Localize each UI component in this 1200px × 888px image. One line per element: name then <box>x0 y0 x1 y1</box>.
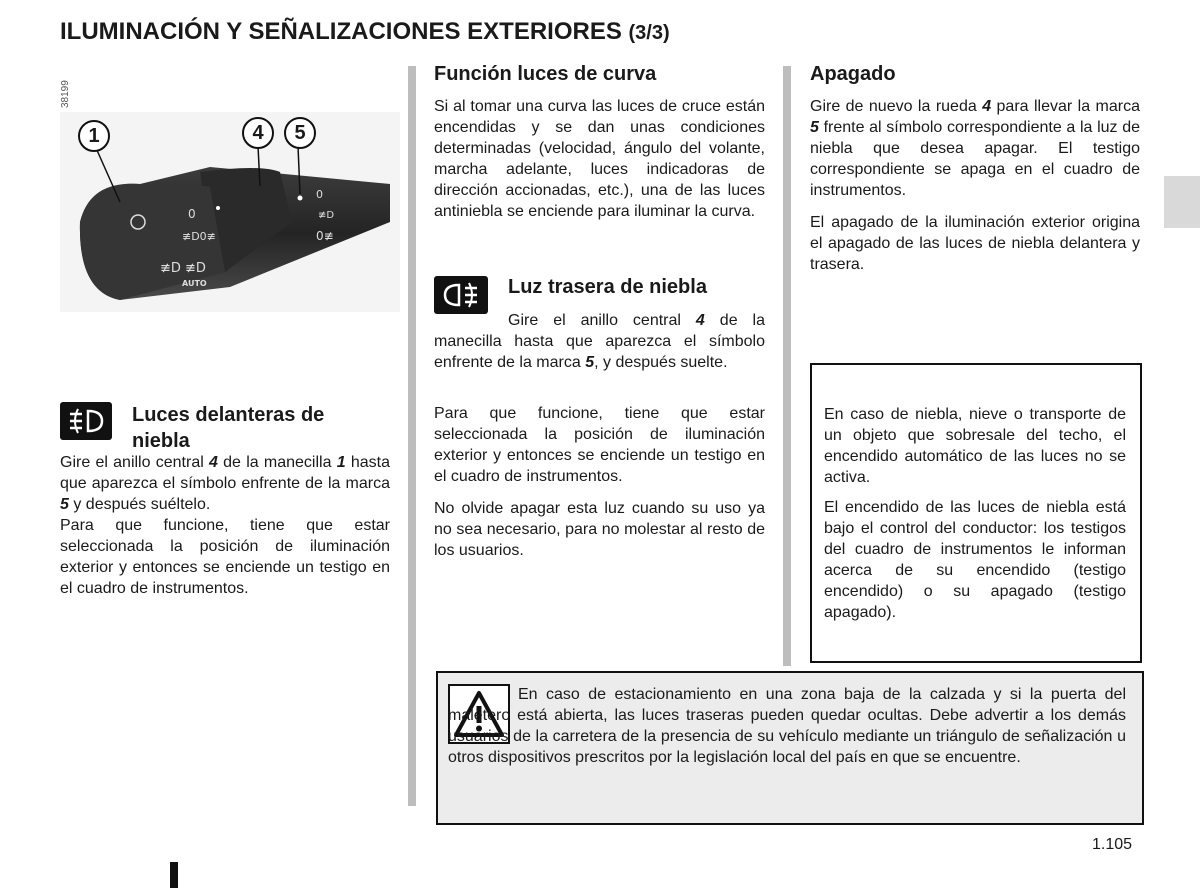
title-text: ILUMINACIÓN Y SEÑALIZACIONES EXTERIORES <box>60 18 622 45</box>
note-para-2: El encendido de las luces de niebla está bajo el control del conductor: los testigos del cuadro de instrumentos le informan acerca de su encendido (testigo encendido) o su apagado (testigo apagado). <box>824 499 1126 621</box>
label-fog-rear: 0≢ <box>316 229 334 243</box>
callout-5: 5 <box>284 117 316 149</box>
warning-text: En caso de estacionamiento en una zona baja de la calzada y si la puerta del maletero está abierta, las luces traseras pueden quedar ocultas. Debe advertir a los demás usuarios de la carretera de la presencia de su vehículo mediante un triángulo de señalización u otros dispositivos prescritos por la legislación local del país en que se encuentre. <box>448 686 1126 766</box>
heading-off: Apagado <box>810 63 896 85</box>
callout-4: 4 <box>242 117 274 149</box>
label-auto: AUTO <box>182 279 207 288</box>
page-number: 1.105 <box>1092 836 1133 853</box>
col1-text <box>60 452 390 608</box>
col2-para-2: Gire el anillo central 4 de la manecilla hasta que aparezca el símbolo enfrente de la marca 5, y después suelte. <box>434 312 766 371</box>
col2-para-1: Si al tomar una curva las luces de cruce están encendidas y se dan unas condiciones determinadas (velocidad, ángulo del volante, marcha adelante, luces indicadoras de dirección accionadas, etc.), una de las luces antiniebla se enciende para iluminar la curva. <box>434 98 765 220</box>
front-fog-light-icon <box>60 402 112 440</box>
label-off-2: 0 <box>316 188 323 201</box>
col3-para-1: Gire de nuevo la rueda 4 para llevar la marca 5 frente al símbolo correspondiente a la luz de niebla que desea apagar. El testigo correspondiente se apaga en el cuadro de instrumentos. <box>810 98 1141 199</box>
label-high-beam: ≢D ≢D <box>160 261 206 276</box>
column-divider-right <box>783 66 791 666</box>
col3-para-2: El apagado de la iluminación exterior origina el apagado de las luces de niebla delantera y trasera. <box>810 214 1140 273</box>
column-divider-left <box>408 66 416 806</box>
stalk-illustration <box>60 112 400 312</box>
callout-1: 1 <box>78 120 110 152</box>
rear-fog-light-icon <box>434 276 488 314</box>
bottom-marker <box>170 862 178 888</box>
mark-5-dot <box>298 196 303 201</box>
title-suffix: (3/3) <box>628 22 670 44</box>
heading-front-fog: Luces delanteras de niebla <box>132 404 325 452</box>
col1-para-2: Para que funcione, tiene que estar seleccionada la posición de iluminación exterior y entonces se enciende un testigo en el cuadro de instrumentos. <box>60 517 390 597</box>
note-para-1: En caso de niebla, nieve o transporte de un objeto que sobresale del techo, el encendido automático de las luces no se activa. <box>824 406 1126 486</box>
label-fog-front: ≢D <box>318 210 335 221</box>
mark-dot <box>216 206 220 210</box>
heading-rear-fog: Luz trasera de niebla <box>508 276 707 298</box>
label-off-1: 0 <box>188 207 196 221</box>
col2-para-3: Para que funcione, tiene que estar seleccionada la posición de iluminación exterior y entonces se enciende un testigo en el cuadro de instrumentos. <box>434 405 765 485</box>
label-low-beam: ≢D0≢ <box>182 230 216 243</box>
page-title <box>60 18 670 46</box>
heading-cornering-lights: Función luces de curva <box>434 63 657 85</box>
col1-para-1: Gire el anillo central 4 de la manecilla 1 hasta que aparezca el símbolo enfrente de la marca 5 y después suéltelo. <box>60 454 391 513</box>
section-tab <box>1164 176 1200 228</box>
figure-number: 38199 <box>60 80 71 108</box>
col2-para-4: No olvide apagar esta luz cuando su uso ya no sea necesario, para no molestar al resto de los usuarios. <box>434 500 765 559</box>
